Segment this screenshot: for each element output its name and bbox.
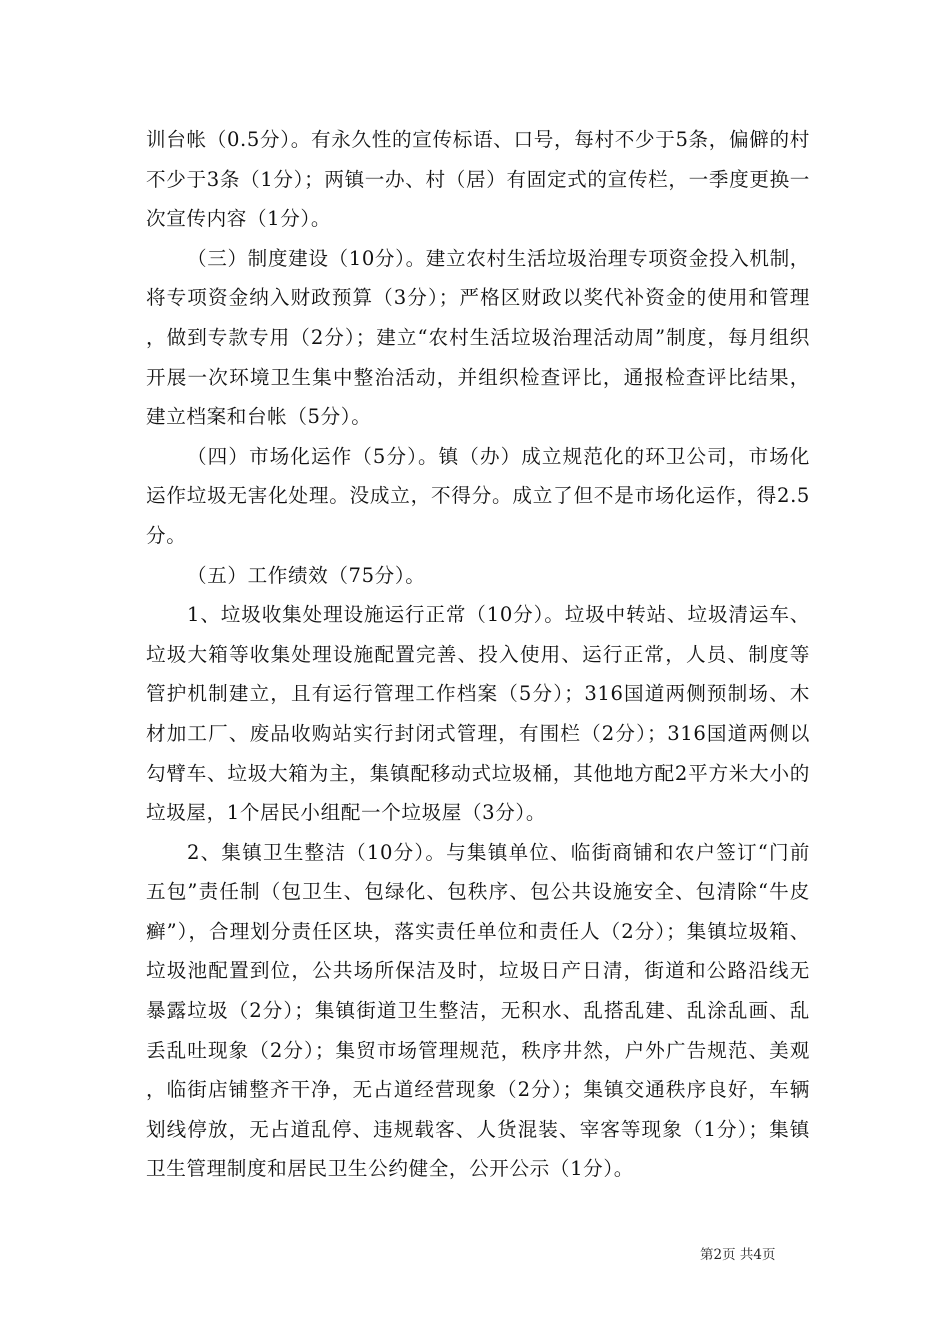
paragraph-continuation: 训台帐（0.5分）。有永久性的宣传标语、口号，每村不少于5条，偏僻的村不少于3条（1分）；两镇一办、村（居）有固定式的宣传栏，一季度更换一次宣传内容（1分）。 xyxy=(146,128,810,231)
paragraph-facilities: 1、垃圾收集处理设施运行正常（10分）。垃圾中转站、垃圾清运车、垃圾大箱等收集处理设施配置完善、投入使用、运行正常，人员、制度等管护机制建立，且有运行管理工作档案（5分）；316国道两侧预制场、木材加工厂、废品收购站实行封闭式管理，有围栏（2分）；316国道两侧以勾臂车、垃圾大箱为主，集镇配移动式垃圾桶，其他地方配2平方米大小的垃圾屋，1个居民小组配一个垃圾屋（3分）。 xyxy=(146,603,810,825)
paragraph-town-hygiene: 2、集镇卫生整洁（10分）。与集镇单位、临街商铺和农户签订“门前五包”责任制（包卫生、包绿化、包秩序、包公共设施安全、包清除“牛皮癣”），合理划分责任区块，落实责任单位和责任人（2分）；集镇垃圾箱、垃圾池配置到位，公共场所保洁及时，垃圾日产日清，街道和公路沿线无暴露垃圾（2分）；集镇街道卫生整洁，无积水、乱搭乱建、乱涂乱画、乱丢乱吐现象（2分）；集贸市场管理规范，秩序井然，户外广告规范、美观，临街店铺整齐干净，无占道经营现象（2分）；集镇交通秩序良好，车辆划线停放，无占道乱停、违规载客、人货混装、宰客等现象（1分）；集镇卫生管理制度和居民卫生公约健全，公开公示（1分）。 xyxy=(146,840,810,1181)
page-number-footer: 第2页 共4页 xyxy=(700,1247,776,1263)
paragraph-system-building: （三）制度建设（10分）。建立农村生活垃圾治理专项资金投入机制，将专项资金纳入财政预算（3分）；严格区财政以奖代补资金的使用和管理，做到专款专用（2分）；建立“农村生活垃圾治理活动周”制度，每月组织开展一次环境卫生集中整治活动，并组织检查评比，通报检查评比结果，建立档案和台帐（5分）。 xyxy=(146,246,810,429)
document-body xyxy=(146,120,810,1189)
paragraph-market-operation: （四）市场化运作（5分）。镇（办）成立规范化的环卫公司，市场化运作垃圾无害化处理。没成立，不得分。成立了但不是市场化运作，得2.5分。 xyxy=(146,444,810,547)
paragraph-work-performance: （五）工作绩效（75分）。 xyxy=(187,563,426,587)
